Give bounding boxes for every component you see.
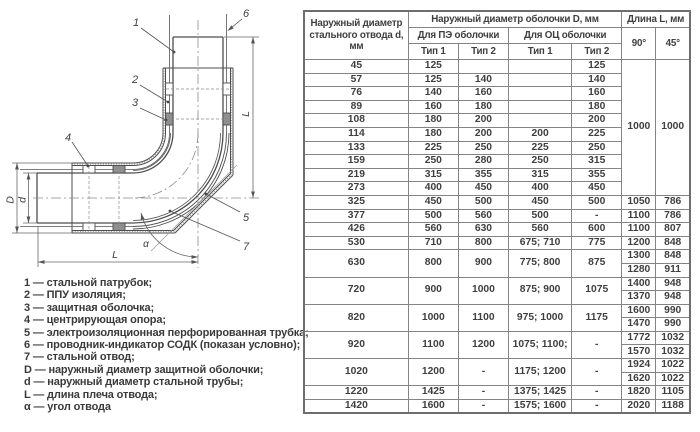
data-cell: 114 (304, 127, 408, 141)
dimension-arrows (15, 25, 255, 263)
table-body (304, 60, 690, 414)
legend-item: 7 — стальной отвод; (24, 351, 135, 364)
data-cell: 45 (304, 60, 408, 74)
data-cell: 1032 (656, 331, 690, 345)
data-cell: 1100 (622, 209, 656, 223)
data-cell: 875; 900 (509, 277, 572, 304)
data-cell: 875 (572, 250, 622, 277)
legend-item: d — наружный диаметр стальной трубы; (24, 376, 244, 389)
table-row (304, 277, 690, 291)
data-cell: 315 (408, 168, 458, 182)
table-row (304, 359, 690, 373)
data-cell: 400 (408, 182, 458, 196)
data-cell: - (572, 399, 622, 413)
data-cell (509, 114, 572, 128)
legend-item: 5 — электроизоляционная перфорированная трубка; (24, 326, 309, 339)
data-cell: 1100 (622, 223, 656, 237)
data-cell: 990 (656, 304, 690, 318)
data-cell: 1075 (572, 277, 622, 304)
data-cell: 1175; 1200 (509, 359, 572, 386)
data-cell: 560 (509, 223, 572, 237)
data-cell: 630 (304, 250, 408, 277)
data-cell: 1100 (408, 331, 458, 358)
data-cell: 1570 (622, 345, 656, 359)
data-cell: 1022 (656, 372, 690, 386)
data-cell: 560 (408, 223, 458, 237)
data-cell (509, 100, 572, 114)
data-cell: 1620 (622, 372, 656, 386)
data-cell: 900 (408, 277, 458, 304)
data-cell: - (458, 386, 508, 400)
header-cell: 45° (656, 28, 690, 60)
centering-supports (83, 83, 231, 231)
data-cell: 280 (458, 155, 508, 169)
header-cell: Тип 1 (408, 44, 458, 60)
legend-item: α — угол отвода (24, 400, 111, 413)
header-cell: Тип 1 (509, 44, 572, 60)
data-cell: 820 (304, 304, 408, 331)
table-row (304, 250, 690, 264)
callout-1: 1 (132, 17, 140, 29)
data-cell: 1188 (656, 399, 690, 413)
steel-bend-band (133, 133, 221, 221)
legend-item: 2 — ППУ изоляция; (24, 289, 126, 302)
data-cell: 500 (509, 209, 572, 223)
table-row (304, 209, 690, 223)
data-cell: 355 (458, 168, 508, 182)
data-cell: 450 (509, 195, 572, 209)
data-cell (458, 60, 508, 74)
data-cell: 1100 (458, 304, 508, 331)
data-cell: 1375; 1425 (509, 386, 572, 400)
data-cell: 400 (509, 182, 572, 196)
data-cell: 500 (572, 195, 622, 209)
data-cell: 1772 (622, 331, 656, 345)
data-cell: 140 (408, 87, 458, 101)
data-cell: 1175 (572, 304, 622, 331)
data-cell: 1075; 1100; (509, 331, 572, 358)
data-cell: 1200 (622, 236, 656, 250)
data-cell: 975; 1000 (509, 304, 572, 331)
data-cell: 1000 (408, 304, 458, 331)
data-cell: - (458, 359, 508, 386)
data-cell: 250 (509, 155, 572, 169)
data-cell: 225 (509, 141, 572, 155)
data-cell: 159 (304, 155, 408, 169)
callout-6: 6 (242, 8, 250, 20)
data-cell: 848 (656, 236, 690, 250)
data-cell: 720 (304, 277, 408, 304)
data-cell: 180 (572, 100, 622, 114)
data-cell: 450 (572, 182, 622, 196)
data-cell: 1000 (458, 277, 508, 304)
header-cell: Длина L, мм (622, 11, 690, 28)
data-cell: 1000 (622, 60, 656, 196)
header-cell: Наружный диаметр оболочки D, мм (408, 11, 622, 28)
table-row (304, 223, 690, 237)
dimension-labels (5, 111, 253, 261)
data-cell: 1600 (408, 399, 458, 413)
table-row (304, 236, 690, 250)
data-cell: 200 (509, 127, 572, 141)
table-row (304, 331, 690, 345)
table-row (304, 386, 690, 400)
header-cell: 90° (622, 28, 656, 60)
data-cell: 125 (572, 60, 622, 74)
table-row (304, 11, 690, 28)
callout-7: 7 (242, 241, 250, 253)
data-cell: 800 (408, 250, 458, 277)
data-cell: 900 (458, 250, 508, 277)
data-cell: 1022 (656, 359, 690, 373)
legend-item: 6 — проводник-индикатор СОДК (показан условно); (24, 338, 301, 351)
header-cell: Тип 2 (572, 44, 622, 60)
data-cell: 250 (572, 141, 622, 155)
table-row (304, 304, 690, 318)
electro-tube-band (133, 133, 229, 229)
data-cell: 450 (408, 195, 458, 209)
dim-d: d (16, 197, 29, 203)
elbow-diagram (0, 0, 302, 276)
dim-D: D (4, 196, 17, 204)
data-cell: 1370 (622, 291, 656, 305)
data-cell: 848 (656, 250, 690, 264)
table-head (304, 11, 690, 60)
data-cell: 140 (458, 73, 508, 87)
data-cell: 250 (458, 141, 508, 155)
legend-item: D — наружный диаметр защитной оболочки; (24, 363, 264, 376)
data-cell: 560 (458, 209, 508, 223)
data-cell: 911 (656, 263, 690, 277)
data-cell: 775 (572, 236, 622, 250)
data-cell: - (572, 386, 622, 400)
legend-list (24, 277, 309, 413)
spec-table-wrap (303, 10, 691, 414)
data-cell: 140 (572, 73, 622, 87)
dim-alpha: α (143, 239, 149, 250)
data-cell: 948 (656, 291, 690, 305)
data-cell: 630 (458, 223, 508, 237)
data-cell: 710 (408, 236, 458, 250)
data-cell: 273 (304, 182, 408, 196)
data-cell: 530 (304, 236, 408, 250)
data-cell: 180 (408, 127, 458, 141)
data-cell (509, 60, 572, 74)
header-cell: Для ОЦ оболочки (509, 28, 622, 44)
data-cell: 920 (304, 331, 408, 358)
data-cell (509, 87, 572, 101)
data-cell: 180 (408, 114, 458, 128)
data-cell: 315 (509, 168, 572, 182)
data-cell: 1600 (622, 304, 656, 318)
data-cell: 1280 (622, 263, 656, 277)
table-row (304, 399, 690, 413)
spec-table (303, 10, 691, 414)
data-cell: 355 (572, 168, 622, 182)
data-cell: 225 (572, 127, 622, 141)
data-cell: 450 (458, 182, 508, 196)
table-row (304, 60, 690, 74)
callout-4: 4 (64, 132, 72, 144)
callout-2: 2 (131, 74, 139, 86)
data-cell: 200 (572, 114, 622, 128)
data-cell: 160 (572, 87, 622, 101)
data-cell: 990 (656, 318, 690, 332)
callout-5: 5 (242, 212, 250, 224)
table-row (304, 195, 690, 209)
data-cell: 200 (458, 127, 508, 141)
data-cell: 180 (458, 100, 508, 114)
header-cell: Для ПЭ оболочки (408, 28, 508, 44)
data-cell: 948 (656, 277, 690, 291)
data-cell: 500 (458, 195, 508, 209)
data-cell: 1200 (458, 331, 508, 358)
data-cell: 2020 (622, 399, 656, 413)
data-cell: 225 (408, 141, 458, 155)
data-cell: - (572, 359, 622, 386)
data-cell: 1820 (622, 386, 656, 400)
data-cell: 125 (408, 73, 458, 87)
data-cell: 1420 (304, 399, 408, 413)
header-cell: Наружный диаметр стального отвода d, мм (304, 11, 408, 60)
legend-item: 3 — защитная оболочка; (24, 301, 154, 314)
data-cell: 1105 (656, 386, 690, 400)
data-cell: - (572, 331, 622, 358)
data-cell (509, 73, 572, 87)
data-cell: 675; 710 (509, 236, 572, 250)
data-cell: 108 (304, 114, 408, 128)
data-cell: 786 (656, 195, 690, 209)
data-cell: 807 (656, 223, 690, 237)
data-cell: 1575; 1600 (509, 399, 572, 413)
data-cell: 1425 (408, 386, 458, 400)
data-cell: 377 (304, 209, 408, 223)
data-cell: 426 (304, 223, 408, 237)
data-cell: 1220 (304, 386, 408, 400)
data-cell: 200 (458, 114, 508, 128)
data-cell: 160 (408, 100, 458, 114)
data-cell: 786 (656, 209, 690, 223)
data-cell: - (572, 209, 622, 223)
data-cell: 76 (304, 87, 408, 101)
data-cell: 800 (458, 236, 508, 250)
data-cell: 1200 (408, 359, 458, 386)
data-cell: 775; 800 (509, 250, 572, 277)
data-cell: 1050 (622, 195, 656, 209)
data-cell: 219 (304, 168, 408, 182)
dim-L-right: L (240, 111, 252, 117)
data-cell: 500 (408, 209, 458, 223)
dim-L-bottom: L (112, 249, 118, 261)
data-cell: 315 (572, 155, 622, 169)
header-cell: Тип 2 (458, 44, 508, 60)
data-cell: 89 (304, 100, 408, 114)
data-cell: 1300 (622, 250, 656, 264)
data-cell: 600 (572, 223, 622, 237)
data-cell: - (458, 399, 508, 413)
legend-item: L — длина плеча отвода; (24, 388, 158, 401)
data-cell: 1032 (656, 345, 690, 359)
data-cell: 133 (304, 141, 408, 155)
data-cell: 160 (458, 87, 508, 101)
data-cell: 250 (408, 155, 458, 169)
data-cell: 1020 (304, 359, 408, 386)
data-cell: 1924 (622, 359, 656, 373)
miter-plane-line (151, 165, 237, 251)
leader-lines (72, 19, 242, 241)
data-cell: 1000 (656, 60, 690, 196)
data-cell: 1400 (622, 277, 656, 291)
data-cell: 57 (304, 73, 408, 87)
callout-labels (65, 8, 250, 253)
data-cell: 325 (304, 195, 408, 209)
legend-item: 1 — стальной патрубок; (24, 277, 153, 289)
callout-3: 3 (131, 97, 139, 109)
data-cell: 125 (408, 60, 458, 74)
legend-item: 4 — центрирующая опора; (24, 314, 166, 327)
leader-dots (87, 51, 208, 213)
data-cell: 1470 (622, 318, 656, 332)
